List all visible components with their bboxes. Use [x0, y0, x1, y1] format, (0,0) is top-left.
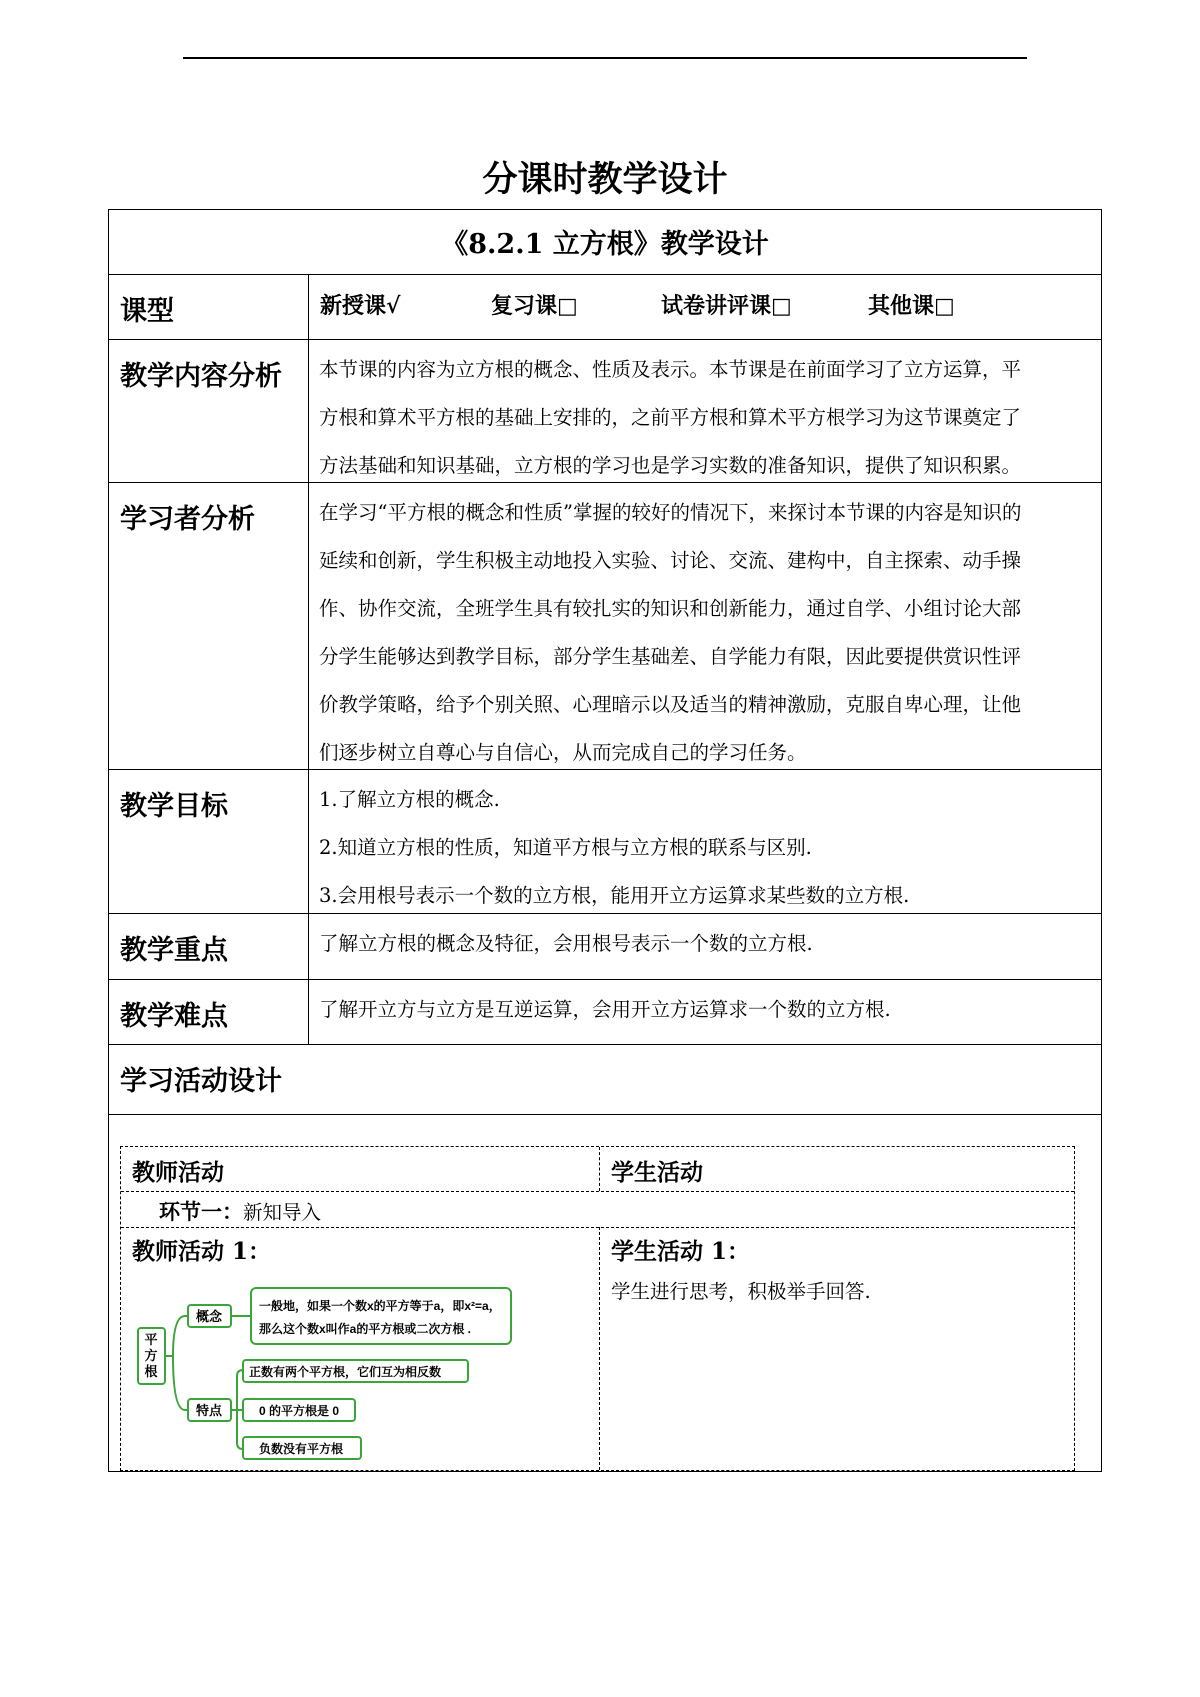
mindmap-concept-text-2: 那么这个数x叫作a的平方根或二次方根 .: [259, 1322, 472, 1336]
content-analysis-text: [319, 346, 1089, 490]
mindmap-features-label: 特点: [195, 1403, 223, 1418]
course-type-review: 复习课□: [491, 293, 578, 319]
key-points-label: 教学重点: [109, 914, 309, 979]
text-line: 价教学策略，给予个别关照、心理暗示以及适当的精神激励，克服自卑心理，让他: [319, 693, 1022, 716]
stage-title: [159, 1196, 321, 1226]
design-table: [108, 209, 1102, 1472]
page-title: 分课时教学设计: [482, 159, 728, 200]
lesson-title-row: [109, 210, 1101, 275]
row-divider: [121, 1191, 1074, 1192]
mindmap-branch: [231, 1370, 243, 1449]
stage-name: 新知导入: [243, 1201, 322, 1224]
mindmap-root-char-1: 平: [144, 1332, 158, 1347]
square-root-mindmap: [133, 1272, 538, 1467]
text-line: 分学生能够达到教学目标，部分学生基础差、自学能力有限，因此要提供赏识性评: [319, 645, 1022, 668]
difficulties-text: 了解开立方与立方是互逆运算，会用开立方运算求一个数的立方根.: [319, 998, 891, 1021]
content-analysis-row: [109, 340, 1101, 483]
course-type-other: 其他课□: [868, 293, 955, 319]
text-line: 1.了解立方根的概念.: [319, 788, 500, 811]
text-line: 们逐步树立自尊心与自信心，从而完成自己的学习任务。: [319, 741, 807, 764]
activity-table: [120, 1146, 1075, 1471]
course-type-exam: 试卷讲评课□: [661, 293, 792, 319]
text-line: 延续和创新，学生积极主动地投入实验、讨论、交流、建构中，自主探索、动手操: [319, 549, 1022, 572]
mindmap-root-char-3: 根: [144, 1364, 158, 1379]
difficulties-row: [109, 980, 1101, 1045]
student-header: 学生活动: [611, 1159, 703, 1186]
text-line: 本节课的内容为立方根的概念、性质及表示。本节课是在前面学习了立方运算，平: [319, 358, 1022, 381]
text-line: 在学习“平方根的概念和性质”掌握的较好的情况下，来探讨本节课的内容是知识的: [319, 501, 1022, 524]
lesson-title: 《8.2.1 立方根》教学设计: [441, 229, 769, 260]
course-type-label: 课型: [109, 275, 309, 339]
mindmap-branch: [165, 1316, 188, 1410]
row-divider: [121, 1227, 1074, 1228]
objectives-row: [109, 770, 1101, 914]
stage-label: 环节一：: [159, 1199, 243, 1224]
text-line: 2.知道立方根的性质，知道平方根与立方根的联系与区别.: [319, 836, 812, 859]
student-activity-1-text: 学生进行思考，积极举手回答.: [611, 1280, 871, 1303]
mindmap-feature-2: 0 的平方根是 0: [259, 1404, 340, 1418]
content-analysis-label: 教学内容分析: [109, 340, 309, 482]
activity-design-row: [109, 1045, 1101, 1115]
column-divider: [599, 1147, 600, 1191]
header-rule: [183, 57, 1027, 59]
objectives-text: [319, 776, 1089, 920]
learner-analysis-row: [109, 483, 1101, 770]
teacher-activity-1: 教师活动 1：: [132, 1238, 272, 1265]
objectives-label: 教学目标: [109, 770, 309, 913]
learner-analysis-label: 学习者分析: [109, 483, 309, 769]
mindmap-feature-1: 正数有两个平方根，它们互为相反数: [249, 1365, 442, 1379]
text-line: 方法基础和知识基础，立方根的学习也是学习实数的准备知识，提供了知识积累。: [319, 454, 1022, 477]
difficulties-label: 教学难点: [109, 980, 309, 1044]
text-line: 3.会用根号表示一个数的立方根，能用开立方运算求某些数的立方根.: [319, 884, 910, 907]
column-divider: [599, 1227, 600, 1470]
mindmap-feature-3: 负数没有平方根: [259, 1442, 344, 1456]
mindmap-concept-text-1: 一般地，如果一个数x的平方等于a，即x²=a，: [259, 1299, 501, 1313]
mindmap-root-char-2: 方: [144, 1348, 158, 1363]
course-type-new: 新授课√: [320, 293, 401, 319]
activity-design-label: 学习活动设计: [120, 1066, 282, 1097]
teacher-header: 教师活动: [132, 1159, 224, 1186]
text-line: 方根和算术平方根的基础上安排的，之前平方根和算术平方根学习为这节课奠定了: [319, 406, 1022, 429]
key-points-text: 了解立方根的概念及特征，会用根号表示一个数的立方根.: [319, 932, 813, 955]
learner-analysis-text: [319, 489, 1089, 777]
student-activity-1: 学生活动 1：: [611, 1238, 751, 1265]
course-type-row: [109, 275, 1101, 340]
text-line: 作、协作交流，全班学生具有较扎实的知识和创新能力，通过自学、小组讨论大部: [319, 597, 1022, 620]
key-points-row: [109, 914, 1101, 980]
mindmap-concept-label: 概念: [195, 1309, 223, 1324]
